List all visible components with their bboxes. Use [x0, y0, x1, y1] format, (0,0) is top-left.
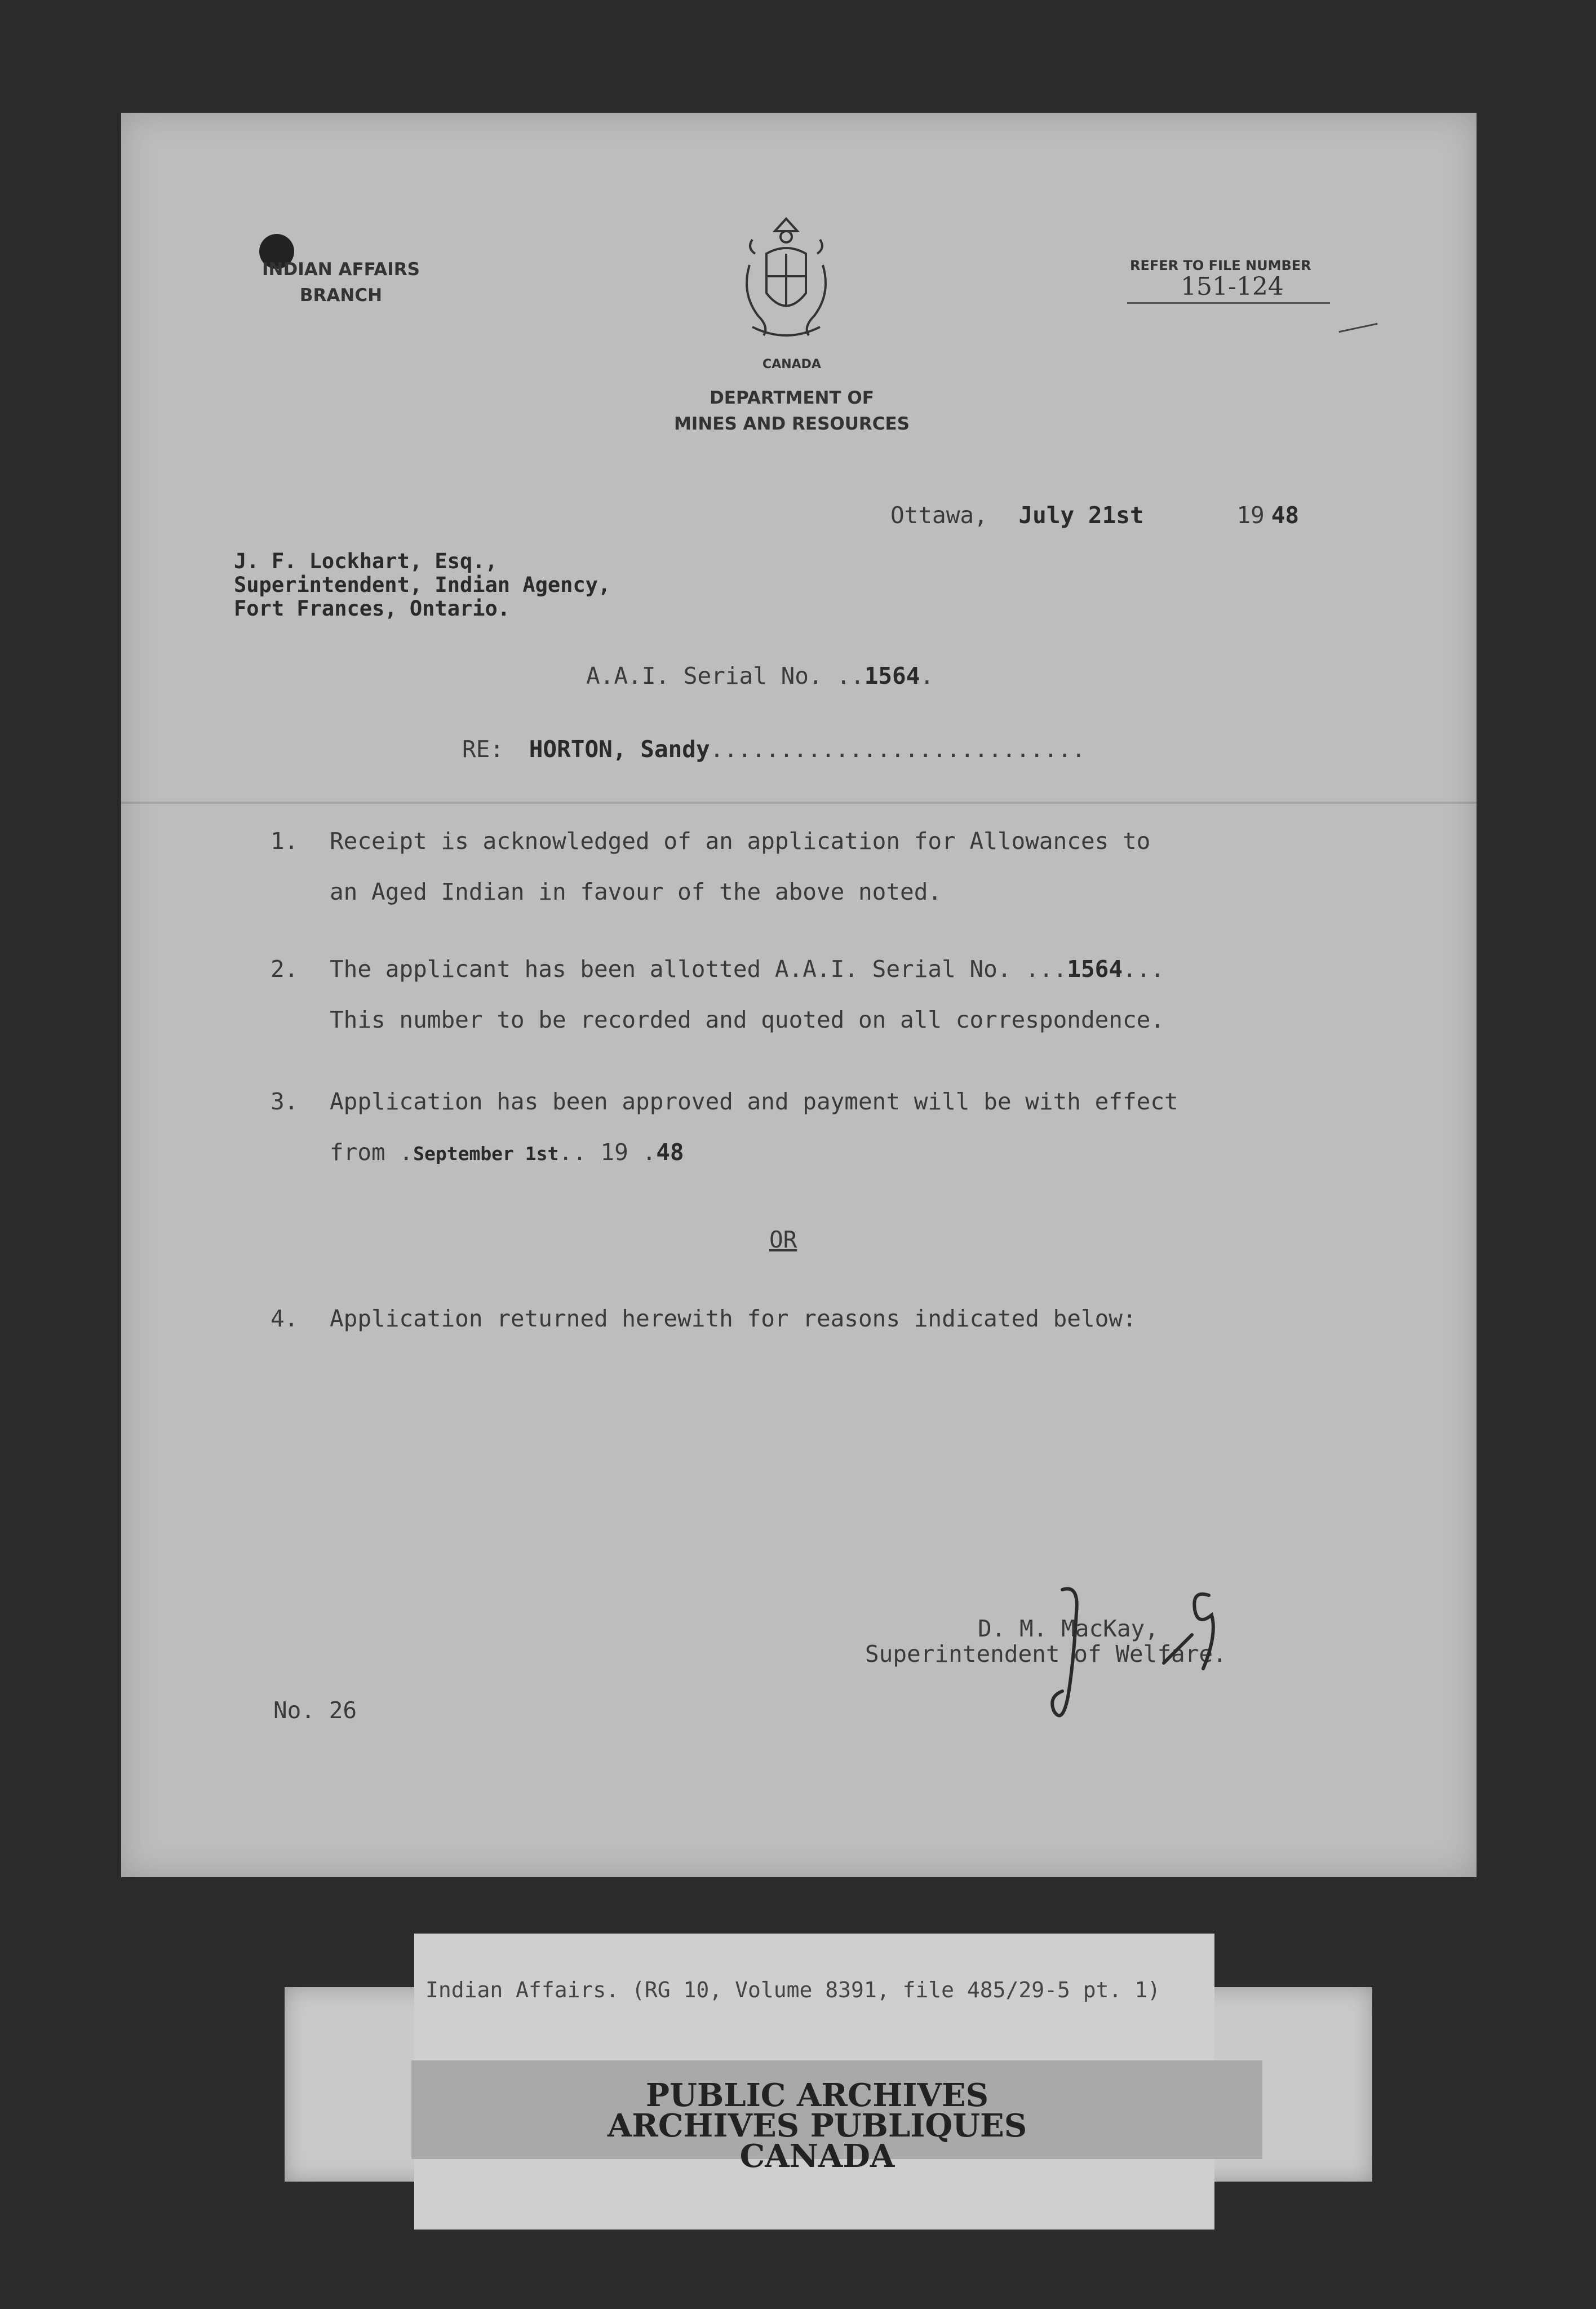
item-1-number: 1.: [271, 828, 299, 855]
signatory-name: D. M. MacKay,: [978, 1615, 1159, 1642]
serial-trail: .: [920, 662, 934, 689]
serial-line: [586, 662, 934, 689]
branch-line-1: INDIAN AFFAIRS: [262, 259, 420, 280]
re-name: HORTON, Sandy: [529, 736, 710, 763]
item-4-text: Application returned herewith for reasons indicated below:: [330, 1305, 1137, 1332]
item-2-serial-value: 1564: [1067, 956, 1123, 983]
item-3-from-date: September 1st: [413, 1143, 559, 1165]
dateline: [890, 502, 1299, 529]
signatory-title: Superintendent of Welfare.: [865, 1640, 1227, 1667]
refer-file-number: 151-124: [1181, 272, 1284, 301]
item-2-number: 2.: [271, 956, 299, 983]
form-number: No. 26: [273, 1697, 357, 1724]
archive-citation: Indian Affairs. (RG 10, Volume 8391, file 485/29-5 pt. 1): [425, 1978, 1161, 2002]
item-2-prefix: The applicant has been allotted A.A.I. Serial No. ...: [330, 956, 1067, 983]
serial-value: 1564: [864, 662, 920, 689]
crest-caption: CANADA: [762, 357, 821, 371]
department-line-2: MINES AND RESOURCES: [673, 414, 910, 434]
pen-tick-mark: [1338, 323, 1377, 333]
serial-label: A.A.I. Serial No. ..: [586, 662, 865, 689]
addressee-line-3: Fort Frances, Ontario.: [234, 596, 511, 621]
refer-underline: [1127, 302, 1330, 304]
re-dots: ...........................: [710, 736, 1086, 763]
item-4-number: 4.: [271, 1305, 299, 1332]
item-3-line-1: Application has been approved and payment will be with effect: [330, 1088, 1178, 1115]
department-line-1: DEPARTMENT OF: [710, 388, 874, 408]
coat-of-arms-icon: [735, 214, 837, 344]
item-1-line-2: an Aged Indian in favour of the above noted.: [330, 878, 942, 905]
archive-stamp: [564, 2077, 1071, 2175]
department-heading: [662, 385, 921, 437]
dateline-city: Ottawa,: [890, 502, 988, 529]
item-3-from-label: from .: [330, 1139, 414, 1166]
or-separator: OR: [769, 1226, 797, 1253]
item-3-number: 3.: [271, 1088, 299, 1115]
item-3-from-mid: .. 19 .: [558, 1139, 657, 1166]
addressee-line-1: J. F. Lockhart, Esq.,: [234, 549, 498, 573]
branch-line-2: BRANCH: [299, 285, 383, 306]
dateline-date: July 21st: [1018, 502, 1144, 529]
item-3-line-2: [330, 1139, 684, 1166]
item-2-suffix: ...: [1123, 956, 1165, 983]
re-line: [462, 736, 1085, 763]
item-1-line-1: Receipt is acknowledged of an application for Allowances to: [330, 828, 1151, 855]
branch-heading: [262, 256, 420, 308]
archive-stamp-line-2: ARCHIVES PUBLIQUES: [607, 2107, 1027, 2144]
archive-stamp-line-3: CANADA: [739, 2138, 895, 2175]
archive-stamp-line-1: PUBLIC ARCHIVES: [645, 2077, 989, 2114]
letter-page: [121, 113, 1477, 1877]
handwritten-signature-icon: [1023, 1584, 1226, 1731]
addressee-line-2: Superintendent, Indian Agency,: [234, 573, 611, 597]
paper-fold-line: [121, 802, 1477, 804]
re-label: RE:: [462, 736, 504, 763]
refer-to-file-label: REFER TO FILE NUMBER: [1130, 258, 1311, 273]
item-2-line-2: This number to be recorded and quoted on all correspondence.: [330, 1006, 1165, 1033]
dateline-year-prefix: 19: [1236, 502, 1265, 529]
addressee-block: [234, 550, 610, 621]
item-2-line-1: [330, 956, 1164, 983]
item-3-from-year: 48: [656, 1139, 684, 1166]
dateline-year-suffix: 48: [1271, 502, 1300, 529]
